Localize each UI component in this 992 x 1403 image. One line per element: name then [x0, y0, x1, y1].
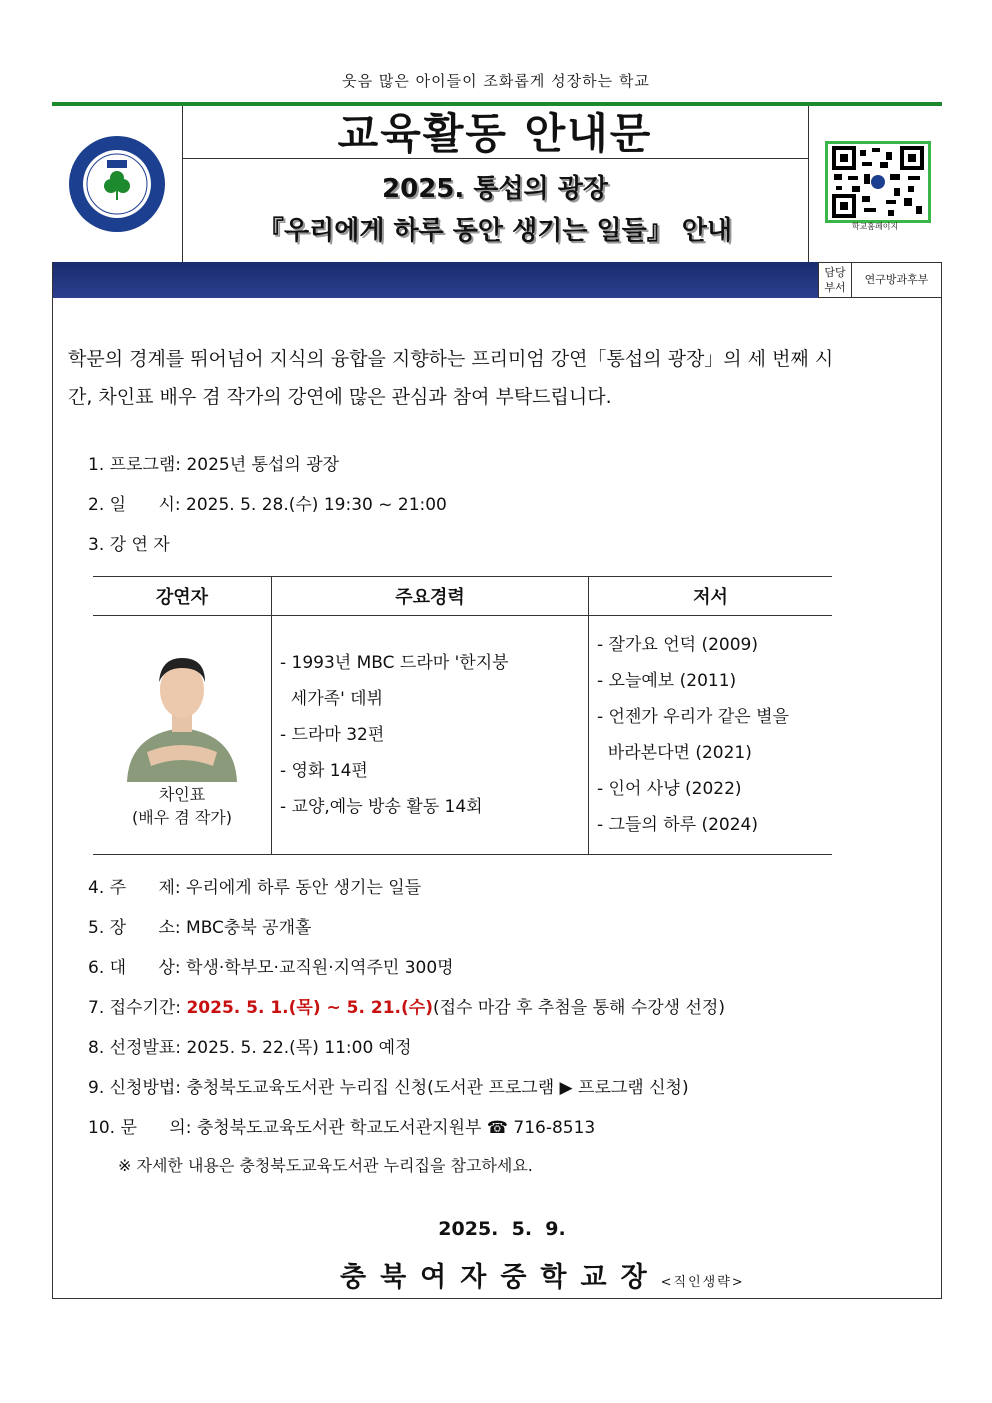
item-audience: 6. 대 상: 학생·학부모·교직원·지역주민 300명 [88, 958, 454, 978]
qr-code[interactable] [825, 141, 931, 223]
book-line: - 그들의 하루 (2024) [597, 815, 758, 835]
registration-label: 7. 접수기간: [88, 998, 187, 1018]
book-line: 바라본다면 (2021) [597, 743, 752, 763]
header-career: 주요경력 [272, 577, 589, 616]
career-line: - 영화 14편 [280, 761, 368, 781]
intro-paragraph: 학문의 경계를 뛰어넘어 지식의 융합을 지향하는 프리미엄 강연「통섭의 광장」의 세 번째 시간, 차인표 배우 겸 작가의 강연에 많은 관심과 참여 부탁드립니다. [68, 348, 834, 408]
dept-value: 연구방과후부 [851, 262, 942, 298]
item-venue: 5. 장 소: MBC충북 공개홀 [88, 918, 312, 938]
career-line: 세가족' 데뷔 [280, 689, 383, 709]
speaker-name: 차인표 [158, 785, 206, 804]
subtitle-line2: 『우리에게 하루 동안 생기는 일들』 안내 [258, 216, 732, 246]
item-registration [88, 993, 725, 1018]
subtitle-line1: 2025. 통섭의 광장 [382, 174, 608, 204]
item-speaker-heading: 3. 강 연 자 [88, 535, 170, 555]
books-cell [589, 616, 833, 855]
item-apply-method: 9. 신청방법: 충청북도교육도서관 누리집 신청(도서관 프로그램 ▶ 프로그램 신청) [88, 1078, 689, 1098]
qr-label: 학교홈페이지 [851, 222, 899, 231]
page-title: 교육활동 안내문 [182, 106, 808, 159]
qr-code-icon [828, 144, 928, 220]
logo-cell [52, 106, 183, 262]
speaker-table [93, 576, 832, 855]
principal-signature [340, 1255, 745, 1294]
item-datetime: 2. 일 시: 2025. 5. 28.(수) 19:30 ~ 21:00 [88, 495, 447, 515]
item-announcement: 8. 선정발표: 2025. 5. 22.(목) 11:00 예정 [88, 1038, 412, 1058]
issue-date: 2025. 5. 9. [438, 1218, 566, 1240]
header-speaker: 강연자 [93, 577, 272, 616]
principal-name: 충북여자중학교장 [340, 1262, 661, 1293]
item-topic: 4. 주 제: 우리에게 하루 동안 생기는 일들 [88, 878, 422, 898]
book-line: - 언젠가 우리가 같은 별을 [597, 707, 789, 727]
school-logo [67, 134, 167, 234]
seal-note: <직인생략> [660, 1275, 745, 1290]
book-line: - 잘가요 언덕 (2009) [597, 635, 758, 655]
item-program: 1. 프로그램: 2025년 통섭의 광장 [88, 455, 340, 475]
dept-label: 담당 부서 [818, 262, 852, 298]
registration-note: (접수 마감 후 추첨을 통해 수강생 선정) [432, 998, 725, 1018]
speaker-role: (배우 겸 작가) [132, 808, 232, 827]
career-line: - 드라마 32편 [280, 725, 385, 745]
header-books: 저서 [589, 577, 833, 616]
career-cell [272, 616, 589, 855]
speaker-photo [117, 642, 247, 782]
book-line: - 인어 사냥 (2022) [597, 779, 742, 799]
item-inquiry: 10. 문 의: 충청북도교육도서관 학교도서관지원부 ☎ 716-8513 [88, 1118, 596, 1138]
book-line: - 오늘예보 (2011) [597, 671, 737, 691]
speaker-cell [93, 616, 272, 855]
registration-period: 2025. 5. 1.(목) ~ 5. 21.(수) [186, 998, 433, 1018]
school-motto: 웃음 많은 아이들이 조화롭게 성장하는 학교 [342, 72, 650, 90]
career-line: - 교양,예능 방송 활동 14회 [280, 797, 483, 817]
note: ※ 자세한 내용은 충청북도교육도서관 누리집을 참고하세요. [118, 1156, 533, 1175]
career-line: - 1993년 MBC 드라마 '한지붕 [280, 653, 509, 673]
